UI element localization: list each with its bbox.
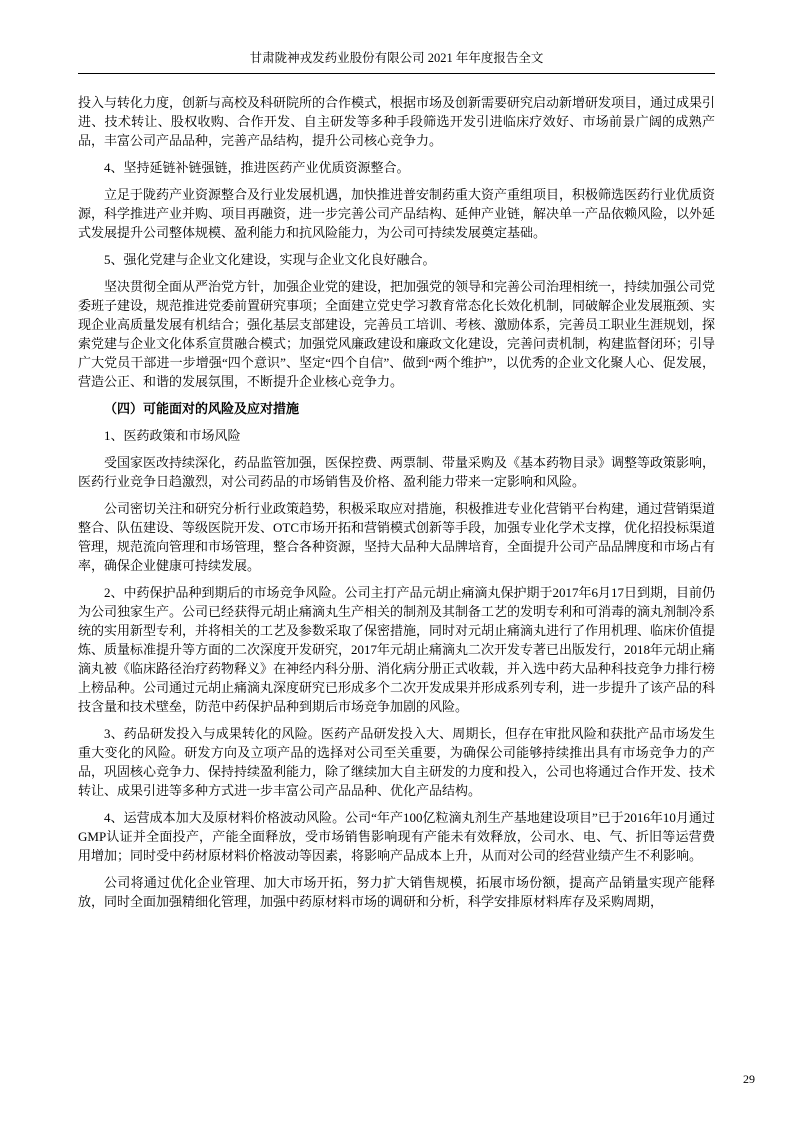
page-number: 29 [743, 1072, 755, 1086]
report-title: 甘肃陇神戎发药业股份有限公司 2021 年年度报告全文 [249, 51, 544, 65]
page-header [78, 50, 715, 74]
risk-item-3-paragraph: 3、药品研发投入与成果转化的风险。医药产品研发投入大、周期长，但存在审批风险和获批产品市场发生重大变化的风险。研发方向及立项产品的选择对公司至关重要，为确保公司能够持续推出具有市场竞争力的产品，巩固核心竞争力、保持持续盈利能力，除了继续加大自主研发的力度和投入，公司也将通过合作开发、技术转让、成果引进等多种方式进一步丰富公司产品品种、优化产品结构。 [78, 726, 716, 798]
section-heading-risks: （四）可能面对的风险及应对措施 [104, 401, 300, 416]
paragraph: 受国家医改持续深化，药品监管加强，医保控费、两票制、带量采购及《基本药物目录》调整等政策影响，医药行业竞争日趋激烈，对公司药品的市场销售及价格、盈利能力带来一定影响和风险。 [78, 455, 716, 489]
risk-item-4-paragraph: 4、运营成本加大及原材料价格波动风险。公司“年产100亿粒滴丸剂生产基地建设项目”已于2016年10月通过GMP认证并全面投产，产能全面释放，受市场销售影响现有产能未有效释放，公司水、电、气、折旧等运营费用增加；同时受中药材原材料价格波动等因素，将影响产品成本上升，从而对公司的经营业绩产生不利影响。 [78, 810, 715, 863]
list-item-4-heading: 4、坚持延链补链强链，推进医药产业优质资源整合。 [104, 160, 410, 175]
paragraph: 立足于陇药产业资源整合及行业发展机遇，加快推进普安制药重大资产重组项目，积极筛选医药行业优质资源，科学推进产业并购、项目再融资，进一步完善公司产品结构、延伸产业链，解决单一产品依赖风险，以外延式发展提升公司整体规模、盈利能力和抗风险能力，为公司可持续发展奠定基础。 [78, 187, 716, 240]
risk-item-2-paragraph: 2、中药保护品种到期后的市场竞争风险。公司主打产品元胡止痛滴丸保护期于2017年6月17日到期，目前仍为公司独家生产。公司已经获得元胡止痛滴丸生产相关的制剂及其制备工艺的发明专利和可消毒的滴丸剂制冷系统的实用新型专利，并将相关的工艺及参数采取了保密措施，同时对元胡止痛滴丸进行了作用机理、临床价值提炼、质量标准提升等方面的二次深度开发研究，2017年元胡止痛滴丸二次开发专著已出版发行，2018年元胡止痛滴丸被《临床路径治疗药物释义》在神经内科分册、消化病分册正式收载，并入选中药大品种科技竞争力排行榜上榜品种。公司通过元胡止痛滴丸深度研究已形成多个二次开发成果并形成系列专利，进一步提升了该产品的科技含量和技术壁垒，防范中药保护品种到期后市场竞争加剧的风险。 [78, 585, 716, 714]
page-footer [743, 1072, 755, 1086]
paragraph: 公司将通过优化企业管理、加大市场开拓，努力扩大销售规模，拓展市场份额，提高产品销量实现产能释放，同时全面加强精细化管理，加强中药原材料市场的调研和分析，科学安排原材料库存及采购周期， [78, 875, 715, 909]
report-body [78, 93, 715, 919]
paragraph: 坚决贯彻全面从严治党方针，加强企业党的建设，把加强党的领导和完善公司治理相统一，持续加强公司党委班子建设，规范推进党委前置研究事项；全面建立党史学习教育常态化长效化机制，同破解企业发展瓶颈、实现企业高质量发展有机结合；强化基层支部建设，完善员工培训、考核、激励体系，完善员工职业生涯规划，探索党建与企业文化体系宣贯融合模式；加强党风廉政建设和廉政文化建设，完善问责机制，构建监督闭环；引导广大党员干部进一步增强“四个意识”、坚定“四个自信”、做到“两个维护”，以优秀的企业文化聚人心、促发展，营造公正、和谐的发展氛围，不断提升企业核心竞争力。 [78, 279, 716, 389]
paragraph-continuation: 投入与转化力度，创新与高校及科研院所的合作模式，根据市场及创新需要研究启动新增研发项目，通过成果引进、技术转让、股权收购、合作开发、自主研发等多种手段筛选开发引进临床疗效好、市场前景广阔的成熟产品，丰富公司产品品种，完善产品结构，提升公司核心竞争力。 [78, 95, 716, 148]
list-item-5-heading: 5、强化党建与企业文化建设，实现与企业文化良好融合。 [104, 252, 436, 267]
paragraph: 公司密切关注和研究分析行业政策趋势，积极采取应对措施，积极推进专业化营销平台构建，通过营销渠道整合、队伍建设、等级医院开发、OTC市场开拓和营销模式创新等手段，加强专业化学术支撑，优化招投标渠道管理，规范流向管理和市场管理，整合各种资源，坚持大品种大品牌培育，全面提升公司产品品牌度和市场占有率，确保企业健康可持续发展。 [78, 501, 716, 573]
risk-item-1-heading: 1、医药政策和市场风险 [104, 428, 241, 443]
